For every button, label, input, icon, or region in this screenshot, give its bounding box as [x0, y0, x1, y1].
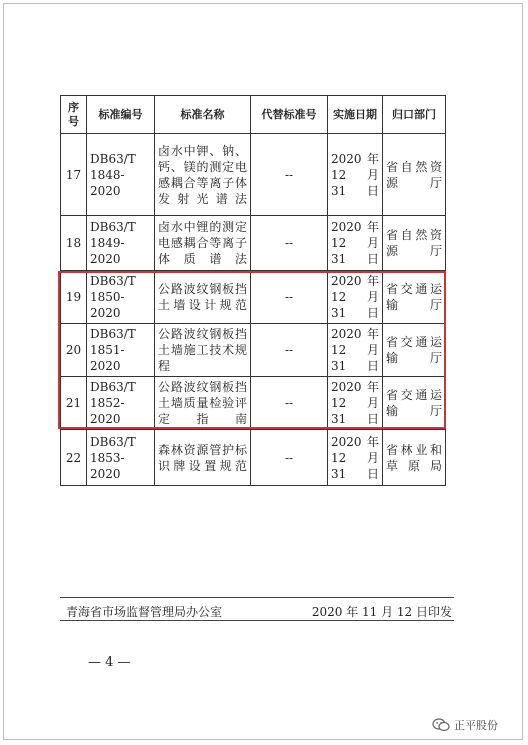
header-serial: 序号	[61, 96, 87, 134]
issuer-name: 青海省市场监督管理局办公室	[66, 605, 223, 619]
row-code: DB63/T 1849-2020	[87, 216, 155, 271]
header-dept: 归口部门	[383, 96, 446, 134]
row-dept: 省自然资源厅	[383, 134, 446, 216]
header-date: 实施日期	[328, 96, 383, 134]
watermark	[432, 717, 498, 733]
row-no: 18	[61, 216, 87, 271]
table-row	[61, 216, 446, 271]
row-dept: 省交通运输厅	[383, 271, 446, 324]
watermark-text: 正平股份	[454, 719, 498, 732]
table-row	[61, 324, 446, 377]
footer-top-rule	[60, 597, 454, 598]
footer-issue-line	[66, 603, 452, 620]
row-replaced: --	[251, 271, 328, 324]
row-name: 公路波纹钢板挡土墙设计规范	[155, 271, 251, 324]
table-row	[61, 134, 446, 216]
row-dept: 省交通运输厅	[383, 324, 446, 377]
row-code: DB63/T 1848-2020	[87, 134, 155, 216]
row-code: DB63/T 1853-2020	[87, 430, 155, 486]
wechat-icon	[432, 718, 450, 732]
table-row	[61, 377, 446, 430]
row-dept: 省林业和草原局	[383, 430, 446, 486]
row-replaced: --	[251, 216, 328, 271]
table-row	[61, 271, 446, 324]
page-number: — 4 —	[88, 655, 131, 670]
header-code: 标准编号	[87, 96, 155, 134]
row-name: 公路波纹钢板挡土墙质量检验评定指南	[155, 377, 251, 430]
row-name: 公路波纹钢板挡土墙施工技术规程	[155, 324, 251, 377]
row-date: 2020 年 12 月 31 日	[328, 216, 383, 271]
footer-bottom-rule	[60, 620, 454, 621]
row-dept: 省自然资源厅	[383, 216, 446, 271]
row-name: 森林资源管护标识牌设置规范	[155, 430, 251, 486]
row-no: 22	[61, 430, 87, 486]
row-no: 20	[61, 324, 87, 377]
row-replaced: --	[251, 324, 328, 377]
table-row	[61, 430, 446, 486]
row-date: 2020 年 12 月 31 日	[328, 324, 383, 377]
row-name: 卤水中锂的测定电感耦合等离子体质谱法	[155, 216, 251, 271]
standards-table	[60, 95, 446, 486]
table-header-row	[61, 96, 446, 134]
row-name: 卤水中钾、钠、钙、镁的测定电感耦合等离子体发射光谱法	[155, 134, 251, 216]
header-replaced: 代替标准号	[251, 96, 328, 134]
row-replaced: --	[251, 134, 328, 216]
issue-date: 2020 年 11 月 12 日印发	[311, 605, 452, 619]
row-dept: 省交通运输厅	[383, 377, 446, 430]
row-no: 19	[61, 271, 87, 324]
row-date: 2020 年 12 月 31 日	[328, 134, 383, 216]
header-name: 标准名称	[155, 96, 251, 134]
row-no: 21	[61, 377, 87, 430]
row-code: DB63/T 1851-2020	[87, 324, 155, 377]
row-replaced: --	[251, 377, 328, 430]
row-replaced: --	[251, 430, 328, 486]
row-date: 2020 年 12 月 31 日	[328, 271, 383, 324]
row-code: DB63/T 1850-2020	[87, 271, 155, 324]
row-date: 2020 年 12 月 31 日	[328, 377, 383, 430]
row-date: 2020 年 12 月 31 日	[328, 430, 383, 486]
row-no: 17	[61, 134, 87, 216]
row-code: DB63/T 1852-2020	[87, 377, 155, 430]
